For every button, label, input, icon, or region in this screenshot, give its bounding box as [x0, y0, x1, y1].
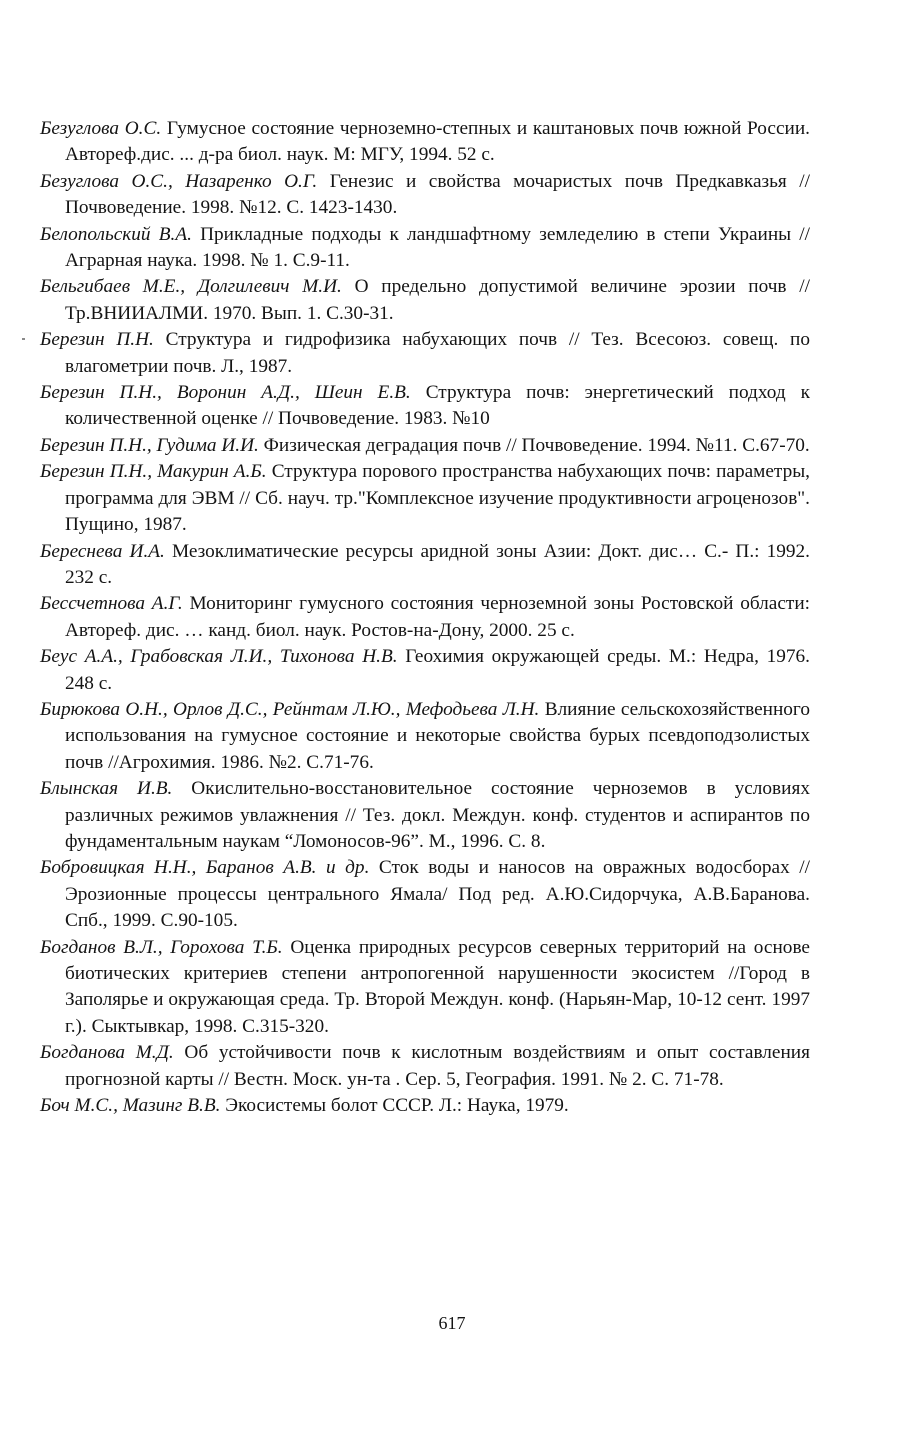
reference-author: Бирюкова О.Н., Орлов Д.С., Рейнтам Л.Ю., Мефодьева Л.Н. [40, 698, 540, 720]
reference-entry [40, 433, 810, 459]
reference-text: Гумусное состояние черноземно-степных и каштановых почв южной России. Автореф.дис. ... д-ра биол. наук. М: МГУ, 1994. 52 с. [65, 118, 810, 166]
reference-author: Безуглова О.С. [40, 118, 162, 139]
reference-entry [40, 539, 810, 592]
reference-entry [40, 697, 810, 776]
reference-entry [40, 274, 810, 327]
reference-text: Об устойчивости почв к кислотным воздействиям и опыт составления прогнозной карты // Вестн. Моск. ун-та . Сер. 5, География. 1991. № 2. С. 71-78. [65, 1042, 810, 1090]
reference-text: Структура порового пространства набухающих почв: параметры, программа для ЭВМ // Сб. науч. тр."Комплексное изучение продуктивности агроценозов". Пущино, 1987. [65, 461, 810, 536]
reference-author: Богданова М.Д. [40, 1042, 174, 1064]
reference-author: Березин П.Н., Гудима И.И. [40, 434, 259, 456]
reference-text: Прикладные подходы к ландшафтному земледелию в степи Украины //Аграрная наука. 1998. № 1. С.9-11. [65, 223, 810, 272]
reference-entry [40, 327, 810, 380]
reference-entry [40, 222, 810, 275]
reference-entry [40, 169, 810, 222]
reference-text: Экосистемы болот СССР. Л.: Наука, 1979. [220, 1095, 569, 1117]
reference-author: Бельгибаев М.Е., Долгилевич М.И. [40, 276, 342, 298]
reference-text: Генезис и свойства мочаристых почв Предкавказья //Почвоведение. 1998. №12. С. 1423-1430. [65, 170, 810, 219]
reference-text: Геохимия окружающей среды. М.: Недра, 1976. 248 с. [65, 646, 810, 694]
reference-author: Березин П.Н., Макурин А.Б. [40, 461, 267, 483]
reference-author: Белопольский В.А. [40, 223, 192, 245]
reference-entry [40, 1093, 810, 1119]
reference-author: Безуглова О.С., Назаренко О.Г. [40, 170, 318, 192]
reference-text: Оценка природных ресурсов северных территорий на основе биотических критериев степени антропогенной нарушенности экосистем //Город в Заполярье и окружающая среда. Тр. Второй Междун. конф. (Нарьян-Мар, 10-12 сент. 1997 г.). Сыктывкар, 1998. С.315-320. [65, 936, 810, 1037]
reference-text: Физическая деградация почв // Почвоведение. 1994. №11. С.67-70. [258, 434, 810, 456]
reference-author: Бобровицкая Н.Н., Баранов А.В. и др. [40, 857, 370, 879]
reference-author: Бессчетнова А.Г. [40, 593, 183, 615]
reference-text: Влияние сельскохозяйственного использования на гумусное состояние и некоторые свойства бурых псевдоподзолистых почв //Агрохимия. 1986. №2. С.71-76. [65, 698, 810, 773]
reference-author: Богданов В.Л., Горохова Т.Б. [40, 936, 283, 958]
reference-list [40, 116, 810, 1119]
reference-author: Блынская И.В. [40, 778, 173, 800]
reference-entry [40, 855, 810, 934]
margin-dot [22, 338, 25, 340]
reference-author: Береснева И.А. [40, 540, 165, 562]
reference-entry [40, 591, 810, 644]
reference-entry [40, 380, 810, 433]
reference-entry [40, 935, 810, 1041]
reference-entry [40, 1040, 810, 1093]
reference-text: Мезоклиматические ресурсы аридной зоны Азии: Докт. дис… С.- П.: 1992. 232 с. [65, 540, 810, 588]
reference-text: Структура почв: энергетический подход к количественной оценке // Почвоведение. 1983. №10 [65, 382, 810, 430]
reference-entry [40, 644, 810, 697]
reference-author: Беус А.А., Грабовская Л.И., Тихонова Н.В. [40, 646, 398, 668]
reference-entry [40, 116, 810, 169]
reference-text: О предельно допустимой величине эрозии почв // Тр.ВНИИАЛМИ. 1970. Вып. 1. С.30-31. [65, 276, 810, 324]
reference-text: Структура и гидрофизика набухающих почв // Тез. Всесоюз. совещ. по влагометрии почв. Л., 1987. [65, 329, 810, 377]
reference-author: Боч М.С., Мазинг В.В. [40, 1095, 221, 1117]
reference-entry [40, 776, 810, 855]
reference-text: Мониторинг гумусного состояния черноземной зоны Ростовской области: Автореф. дис. … канд. биол. наук. Ростов-на-Дону, 2000. 25 с. [65, 593, 810, 641]
reference-text: Сток воды и наносов на овражных водосборах //Эрозионные процессы центрального Ямала/ Под ред. А.Ю.Сидорчука, А.В.Баранова. Спб., 1999. С.90-105. [65, 857, 810, 932]
reference-text: Окислительно-восстановительное состояние черноземов в условиях различных режимов увлажнения // Тез. докл. Междун. конф. студентов и аспирантов по фундаментальным наукам “Ломоносов-96”. М., 1996. С. 8. [65, 778, 810, 852]
reference-entry [40, 459, 810, 538]
reference-author: Березин П.Н., Воронин А.Д., Шеин Е.В. [40, 382, 411, 404]
page-number: 617 [438, 1313, 466, 1333]
reference-author: Березин П.Н. [40, 329, 154, 351]
